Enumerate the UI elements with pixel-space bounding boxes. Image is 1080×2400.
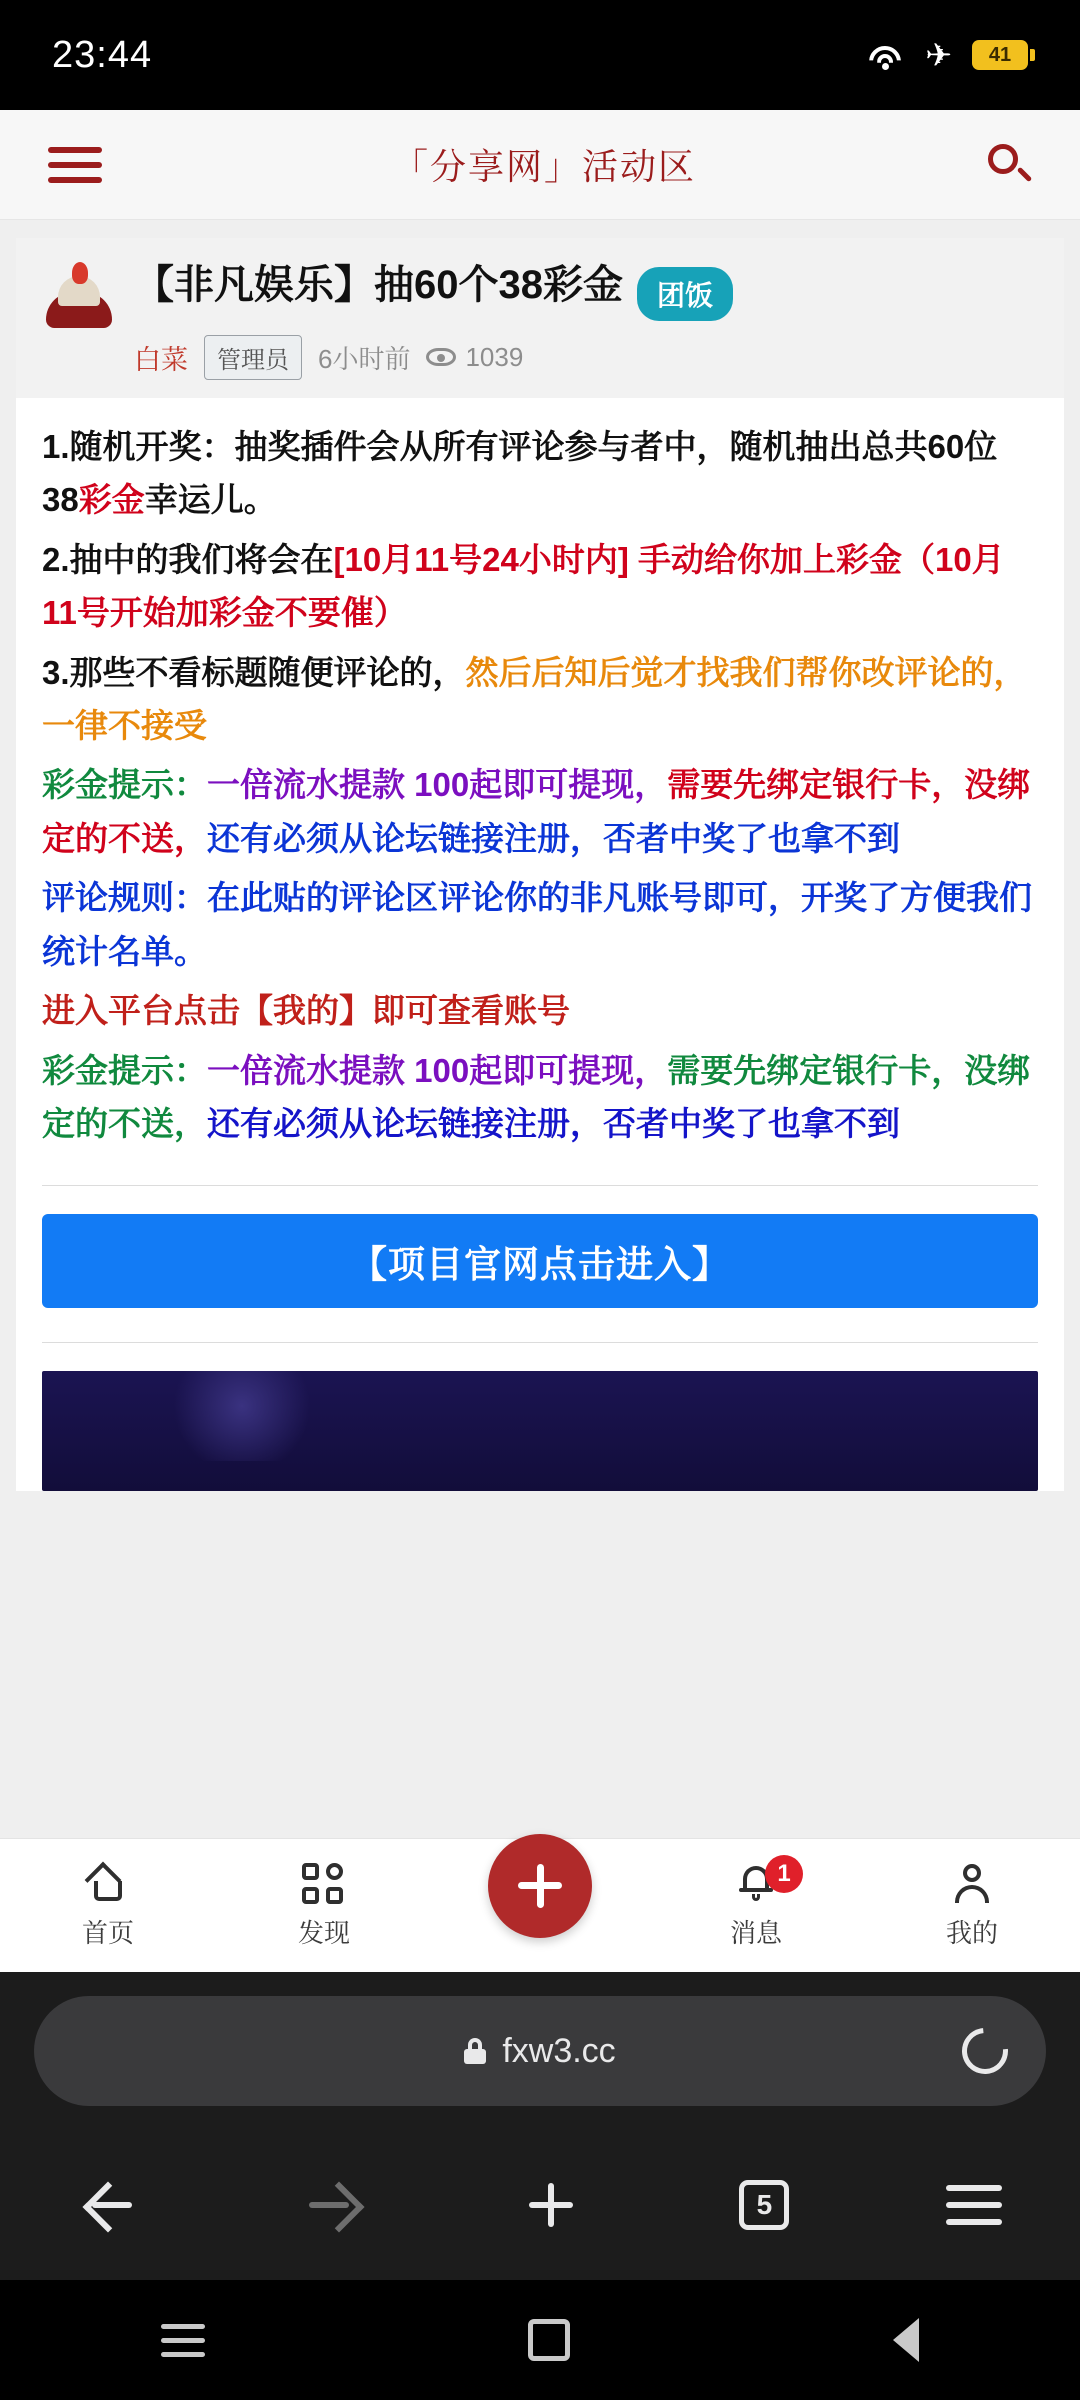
post-tag-badge: 团饭 (637, 267, 733, 321)
tab-messages[interactable] (681, 1861, 831, 1950)
text-segment: 2.抽中的我们将会在 (42, 540, 334, 578)
recents-icon[interactable] (161, 2324, 205, 2357)
message-badge: 1 (765, 1855, 803, 1893)
text-segment: [10月11号24小时内] (333, 540, 629, 578)
views-count: 1039 (465, 341, 524, 372)
tab-profile[interactable] (897, 1861, 1047, 1950)
text-segment: 手动给你加上彩金（10月11号开始加彩金不要催） (42, 540, 1005, 632)
tab-label: 首页 (81, 1918, 134, 1948)
person-icon (950, 1861, 994, 1905)
post-paragraph (42, 758, 1038, 865)
airplane-mode-icon: ✈ (925, 37, 952, 73)
tab-label: 发现 (297, 1918, 350, 1948)
page-title: 「分享网」活动区 (391, 146, 696, 187)
post-card (16, 238, 1064, 1491)
text-segment: 彩金提示： (42, 1051, 207, 1089)
system-nav-bar (0, 2280, 1080, 2400)
text-segment: 还有必须从论坛链接注册，否者中奖了也拿不到 (207, 819, 900, 857)
post-paragraph (42, 533, 1038, 640)
author-role-badge: 管理员 (204, 335, 302, 380)
post-header (16, 238, 1064, 398)
back-triangle-icon[interactable] (893, 2318, 919, 2362)
post-title: 【非凡娱乐】抽60个38彩金 (134, 263, 623, 307)
reload-icon[interactable] (953, 2019, 1018, 2084)
post-meta (134, 335, 1038, 380)
text-segment: 3.那些不看标题随便评论的， (42, 653, 466, 691)
app-header (0, 110, 1080, 220)
user-avatar[interactable] (42, 260, 116, 334)
divider (42, 1342, 1038, 1343)
post-paragraph (42, 646, 1038, 753)
text-segment: 还有必须从论坛链接注册，否者中奖了也拿不到 (207, 1105, 900, 1143)
arrow-right-icon (299, 2173, 363, 2237)
post-image[interactable] (42, 1371, 1038, 1491)
text-segment: 一倍流水提款 100起即可提现， (207, 1051, 668, 1089)
text-segment: 幸运儿。 (144, 481, 277, 519)
address-bar[interactable] (34, 1996, 1046, 2106)
text-segment: 彩金 (78, 481, 145, 519)
post-paragraph (42, 420, 1038, 527)
tabs-icon[interactable]: 5 (739, 2180, 789, 2230)
lock-icon (464, 2038, 486, 2064)
text-segment: 然后后知后觉才找我们帮你改评论的，一律不接受 (42, 653, 1027, 745)
post-time: 6小时前 (318, 343, 411, 374)
arrow-left-icon[interactable] (78, 2173, 142, 2237)
hamburger-menu-icon[interactable] (48, 147, 102, 183)
text-segment: 需要先绑定银行卡，没绑定的不送， (42, 1051, 1031, 1143)
divider (42, 1185, 1038, 1186)
text-segment: 在此贴的评论区评论你的非凡账号即可，开奖了方便我们统计名单。 (42, 879, 1032, 970)
battery-indicator: 41 (972, 40, 1028, 70)
url-text: fxw3.cc (502, 2031, 616, 2070)
browser-nav-bar (0, 2130, 1080, 2280)
text-segment: 评论规则： (42, 879, 207, 917)
browser-chrome (0, 1972, 1080, 2280)
home-square-icon[interactable] (528, 2319, 570, 2361)
wifi-icon (865, 40, 905, 70)
tab-label: 我的 (945, 1918, 998, 1948)
text-segment: 需要先绑定银行卡，没绑定的不送， (42, 766, 1031, 857)
status-time: 23:44 (52, 33, 153, 76)
post-paragraph (42, 984, 1038, 1037)
home-icon (86, 1861, 130, 1905)
post-author[interactable]: 白菜 (134, 344, 188, 375)
tab-label: 消息 (729, 1918, 782, 1948)
post-paragraph (42, 871, 1038, 978)
plus-icon[interactable] (488, 1834, 592, 1938)
eye-icon (426, 348, 456, 366)
post-paragraph (42, 1044, 1038, 1151)
content-scroll-area[interactable] (0, 220, 1080, 1972)
search-icon[interactable] (986, 142, 1032, 188)
bottom-tab-bar (0, 1838, 1080, 1972)
text-segment: 进入平台点击【我的】即可查看账号 (42, 992, 570, 1030)
browser-menu-icon[interactable] (946, 2185, 1002, 2225)
official-site-button[interactable]: 【项目官网点击进入】 (42, 1214, 1038, 1308)
status-indicators (865, 39, 1028, 71)
text-segment: 一倍流水提款 100起即可提现， (207, 766, 668, 804)
status-bar (0, 0, 1080, 110)
new-tab-plus-icon[interactable] (519, 2173, 583, 2237)
text-segment: 彩金提示： (42, 766, 207, 804)
post-body (16, 398, 1064, 1151)
post-views (426, 342, 523, 373)
tab-home[interactable] (33, 1861, 183, 1950)
create-post-button[interactable] (465, 1874, 615, 1938)
tab-discover[interactable] (249, 1861, 399, 1950)
discover-grid-icon (302, 1861, 346, 1905)
text-segment: 1.随机开奖：抽奖插件会从所有评论参与者中，随机抽出总共60位 38 (42, 427, 998, 519)
